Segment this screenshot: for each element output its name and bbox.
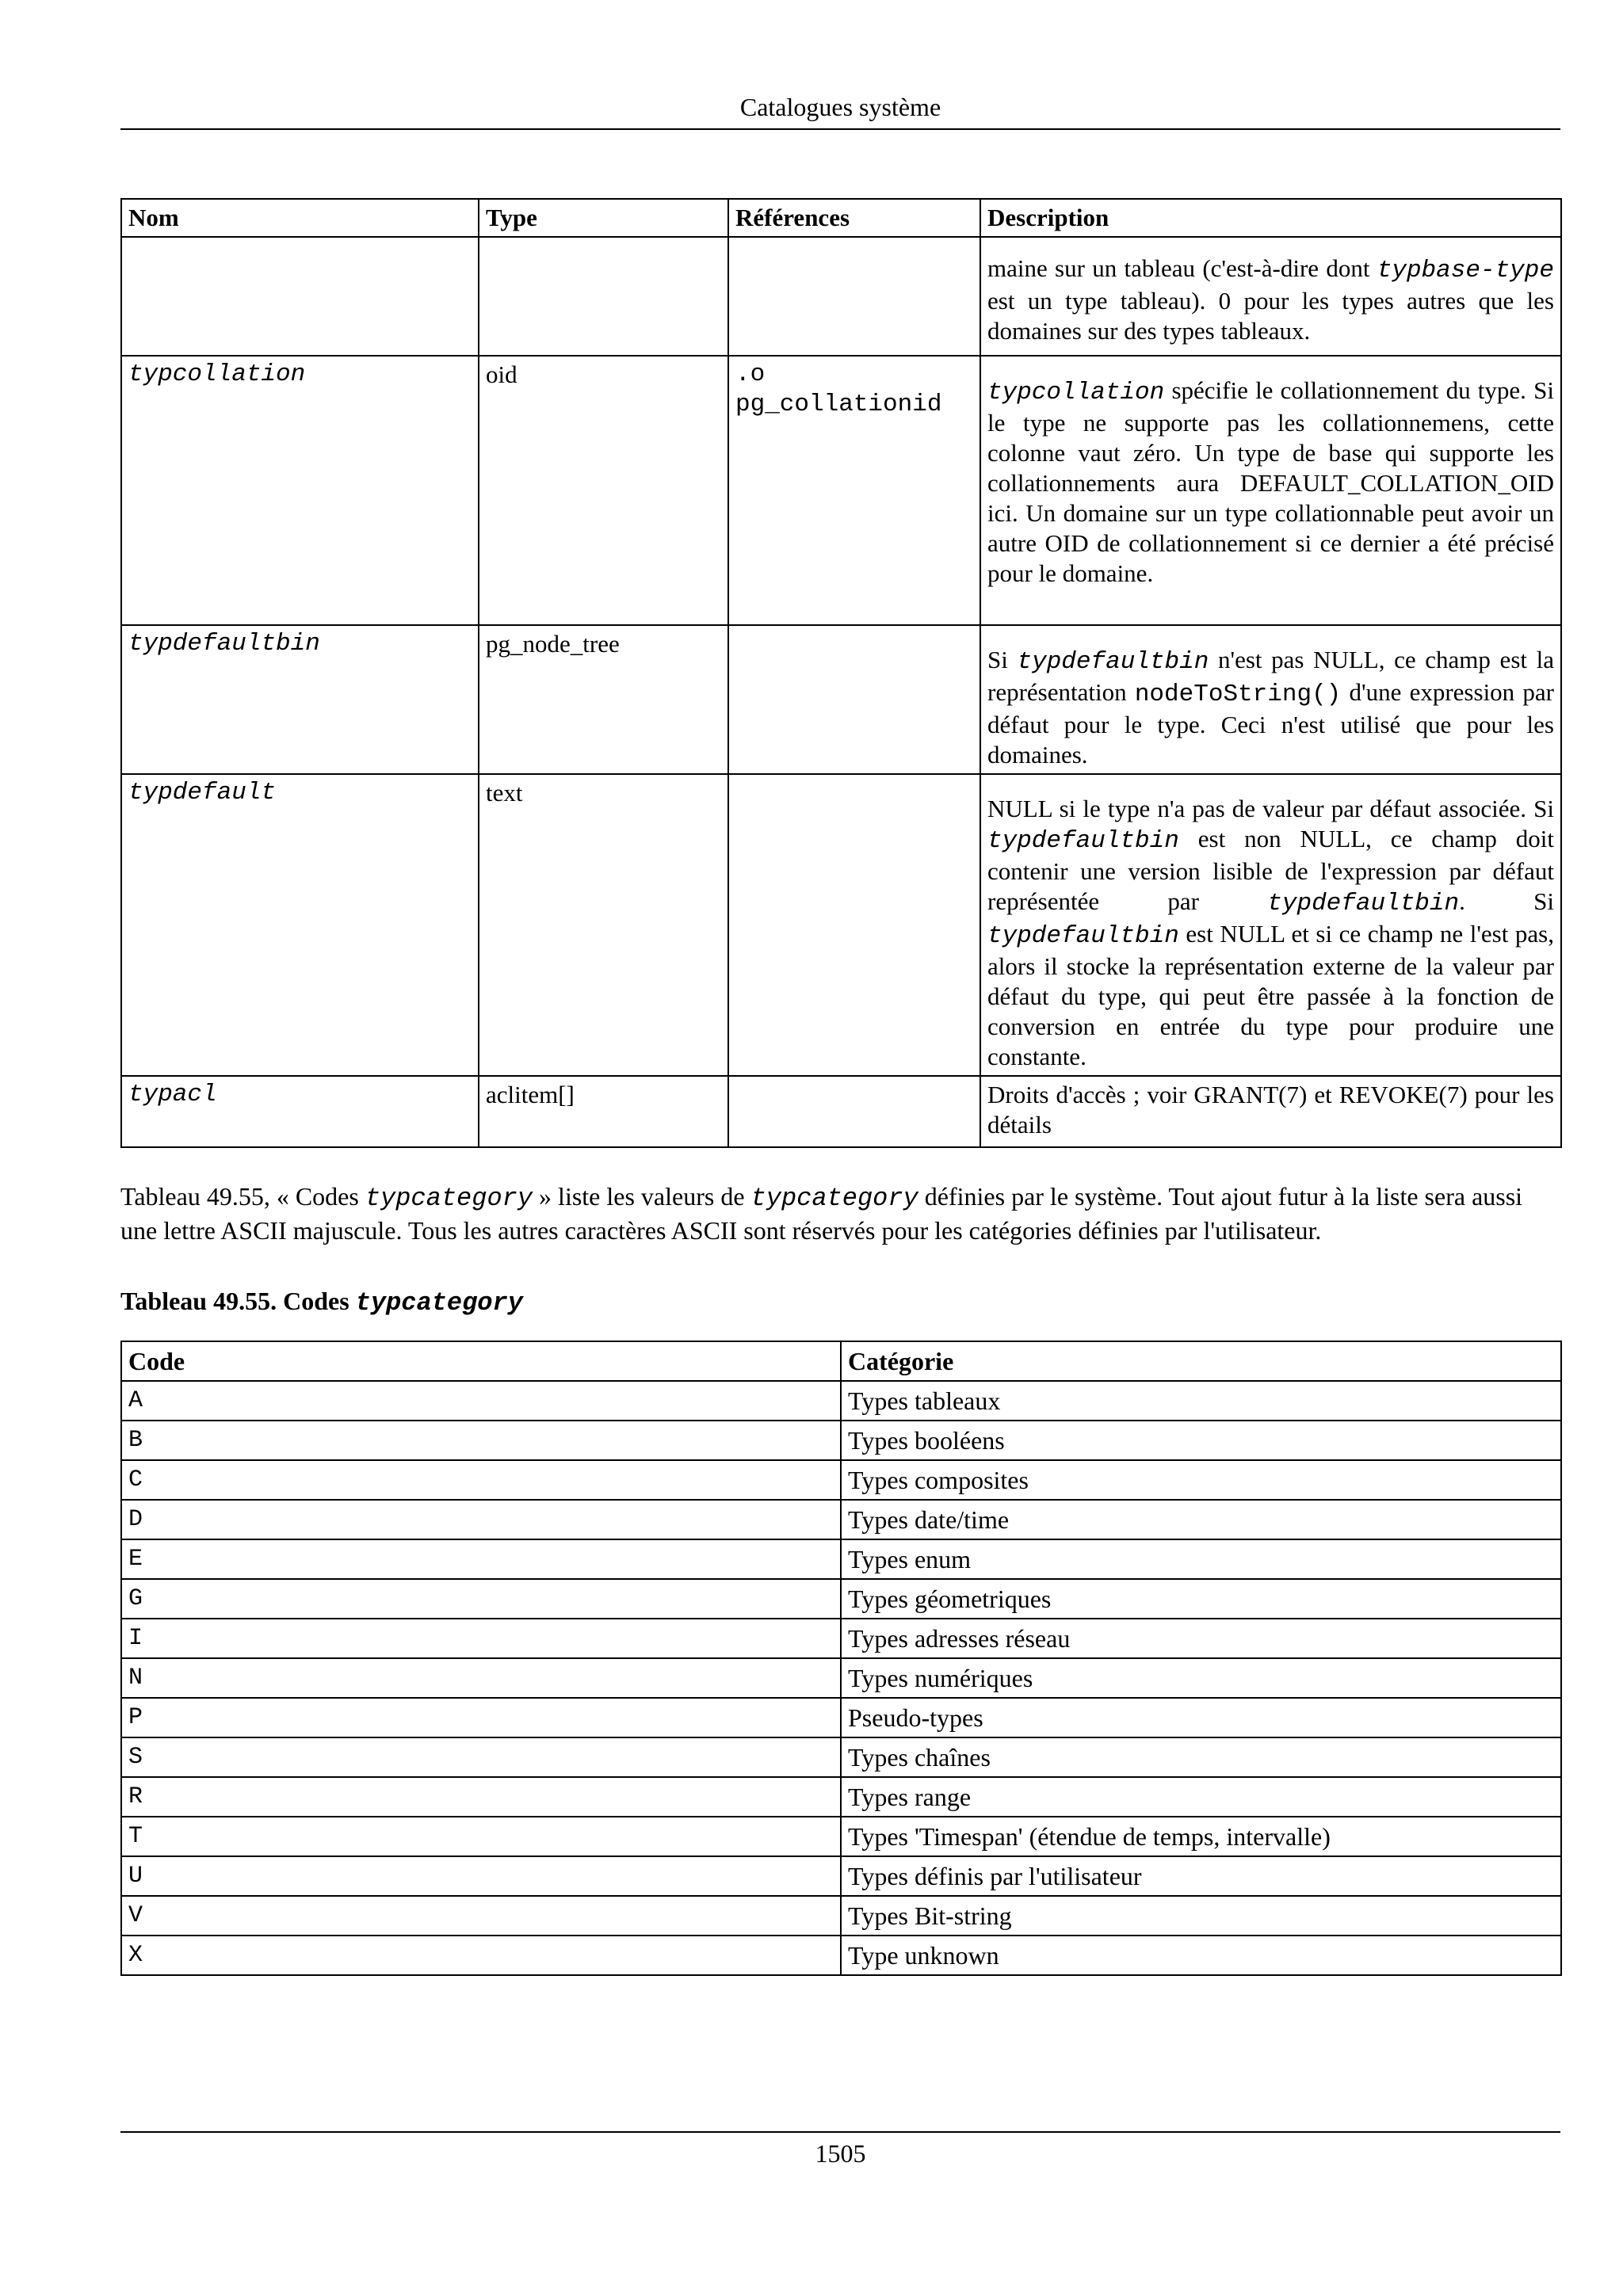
columns-table [120, 198, 1562, 1148]
table-row [121, 1856, 1561, 1896]
table-row [121, 774, 1561, 1076]
category-cell: Types enum [841, 1539, 1561, 1579]
code-typcollation: typcollation [987, 379, 1165, 406]
page-footer [120, 2131, 1560, 2196]
row-description: NULL si le type n'a pas de valeur par défaut associée. Si typdefaultbin est non NULL, ce champ doit contenir une version lisible de l'expression par défaut représentée par typdefaultbin. Si typdefaultbin est NULL et si ce champ ne l'est pas, alors il stocke la représentation externe de la valeur par défaut du type, qui peut être passée à la fonction de conversion en entrée du type pour produire une constante. [980, 774, 1561, 1076]
table-row [121, 1936, 1561, 1975]
page-header [120, 93, 1560, 130]
row-description: maine sur un tableau (c'est-à-dire dont typbase-type est un type tableau). 0 pour les types autres que les domaines sur des types tableaux. [980, 237, 1561, 356]
category-cell: Types 'Timespan' (étendue de temps, intervalle) [841, 1817, 1561, 1856]
column-header-references: Références [728, 199, 980, 237]
code-cell: X [121, 1936, 841, 1975]
code-cell: A [121, 1381, 841, 1421]
code-typbasetype: typbase-type [1377, 257, 1554, 284]
row-type: oid [479, 356, 728, 625]
code-cell: P [121, 1698, 841, 1737]
category-cell: Types numériques [841, 1658, 1561, 1698]
code-typdefaultbin: typdefaultbin [987, 827, 1179, 855]
caption-code: typcategory [355, 1288, 523, 1318]
category-cell: Types composites [841, 1460, 1561, 1500]
category-cell: Types booléens [841, 1421, 1561, 1460]
code-cell: B [121, 1421, 841, 1460]
row-name: typacl [121, 1076, 479, 1147]
table-caption: Tableau 49.55. Codes typcategory [120, 1287, 523, 1318]
table-row [121, 1076, 1561, 1147]
row-name: typdefault [121, 774, 479, 1076]
column-header-categorie: Catégorie [841, 1341, 1561, 1381]
category-cell: Types géometriques [841, 1579, 1561, 1619]
code-cell: T [121, 1817, 841, 1856]
row-references: .o pg_collationid [728, 356, 980, 625]
row-type: pg_node_tree [479, 625, 728, 774]
row-description: typcollation spécifie le collationnement du type. Si le type ne supporte pas les collationnemens, cette colonne vaut zéro. Un type de base qui supporte les collationnements aura DEFAULT_COLLATION_OID ici. Un domaine sur un type collationnable peut avoir un autre OID de collationnement si ce dernier a été précisé pour le domaine. [980, 356, 1561, 625]
table-row [121, 1619, 1561, 1658]
row-description: Si typdefaultbin n'est pas NULL, ce champ est la représentation nodeToString() d'une expression par défaut pour le type. Ceci n'est utilisé que pour les domaines. [980, 625, 1561, 774]
code-cell: G [121, 1579, 841, 1619]
row-references [728, 1076, 980, 1147]
code-cell: V [121, 1896, 841, 1936]
column-header-nom: Nom [121, 199, 479, 237]
page-header-title: Catalogues système [739, 93, 941, 121]
row-description: Droits d'accès ; voir GRANT(7) et REVOKE(7) pour les détails [980, 1076, 1561, 1147]
category-cell: Pseudo-types [841, 1698, 1561, 1737]
column-header-description: Description [980, 199, 1561, 237]
page-number: 1505 [815, 2139, 866, 2168]
table-row [121, 1579, 1561, 1619]
code-cell: N [121, 1658, 841, 1698]
table-row [121, 1658, 1561, 1698]
row-references [728, 237, 980, 356]
body-paragraph: Tableau 49.55, « Codes typcategory » liste les valeurs de typcategory définies par le système. Tout ajout futur à la liste sera aussi une lettre ASCII majuscule. Tous les autres caractères ASCII sont réservés pour les catégories définies par l'utilisateur. [120, 1182, 1523, 1245]
column-header-code: Code [121, 1341, 841, 1381]
category-cell: Types Bit-string [841, 1896, 1561, 1936]
category-cell: Types tableaux [841, 1381, 1561, 1421]
code-typcategory: typcategory [750, 1184, 918, 1213]
row-type: text [479, 774, 728, 1076]
category-cell: Types date/time [841, 1500, 1561, 1539]
row-references [728, 625, 980, 774]
row-references [728, 774, 980, 1076]
code-cell: E [121, 1539, 841, 1579]
column-header-type: Type [479, 199, 728, 237]
code-cell: C [121, 1460, 841, 1500]
table-row [121, 1539, 1561, 1579]
code-cell: S [121, 1737, 841, 1777]
code-typdefaultbin: typdefaultbin [1017, 648, 1209, 676]
category-cell: Types adresses réseau [841, 1619, 1561, 1658]
row-name [121, 237, 479, 356]
row-type [479, 237, 728, 356]
code-nodetostring: nodeToString() [1134, 681, 1342, 708]
columns-table-header-row [121, 199, 1561, 237]
code-typcategory: typcategory [365, 1184, 533, 1213]
table-row [121, 625, 1561, 774]
category-cell: Types définis par l'utilisateur [841, 1856, 1561, 1896]
table-row [121, 237, 1561, 356]
category-cell: Types chaînes [841, 1737, 1561, 1777]
code-cell: R [121, 1777, 841, 1817]
codes-table-header-row [121, 1341, 1561, 1381]
table-row [121, 1421, 1561, 1460]
row-name: typcollation [121, 356, 479, 625]
table-row [121, 356, 1561, 625]
code-cell: D [121, 1500, 841, 1539]
table-row [121, 1896, 1561, 1936]
table-row [121, 1500, 1561, 1539]
category-cell: Types range [841, 1777, 1561, 1817]
table-row [121, 1777, 1561, 1817]
code-cell: U [121, 1856, 841, 1896]
table-row [121, 1460, 1561, 1500]
category-cell: Type unknown [841, 1936, 1561, 1975]
table-row [121, 1737, 1561, 1777]
codes-table [120, 1341, 1562, 1976]
row-type: aclitem[] [479, 1076, 728, 1147]
code-typdefaultbin: typdefaultbin [1267, 890, 1460, 917]
code-typdefaultbin: typdefaultbin [987, 922, 1179, 950]
table-row [121, 1698, 1561, 1737]
table-row [121, 1817, 1561, 1856]
code-cell: I [121, 1619, 841, 1658]
row-name: typdefaultbin [121, 625, 479, 774]
table-row [121, 1381, 1561, 1421]
